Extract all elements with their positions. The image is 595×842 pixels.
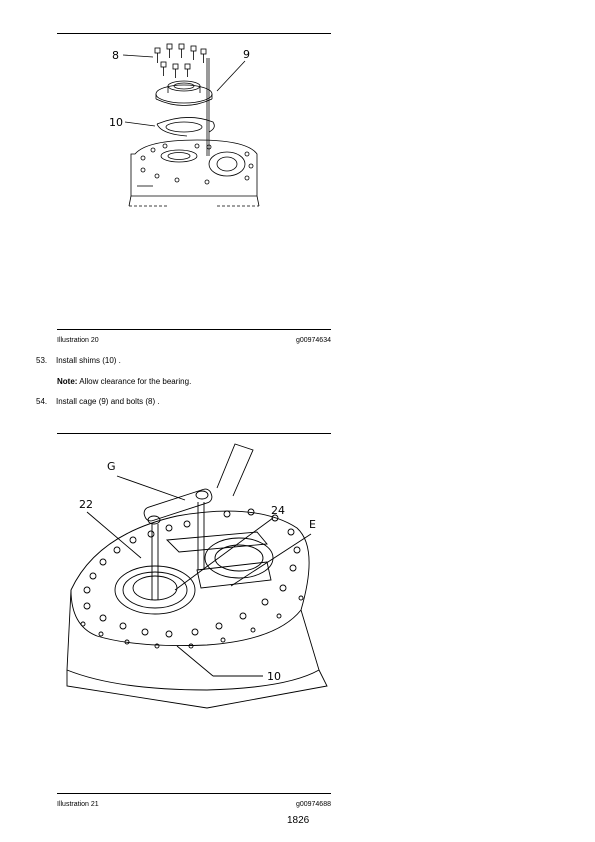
step-53-text: Install shims (10) . (56, 356, 121, 365)
illustration-20-label: Illustration 20 (57, 337, 99, 344)
illustration-21-code: g00974688 (295, 801, 331, 808)
page-number: 1826 (287, 815, 310, 826)
step-54-text: Install cage (9) and bolts (8) . (56, 397, 160, 406)
note (57, 377, 191, 386)
illustration-20-figure (57, 36, 331, 326)
callout-22: 22 (79, 498, 93, 511)
note-text: Allow clearance for the bearing. (77, 377, 192, 386)
illustration-20-rule (57, 329, 331, 330)
bolts-group (155, 44, 206, 78)
lifting-tool (143, 488, 214, 600)
callout-10: 10 (109, 116, 123, 129)
step-54 (36, 397, 160, 406)
cage-part (156, 81, 212, 106)
housing-body (67, 509, 327, 708)
illustration-21-rule (57, 793, 331, 794)
step-53 (36, 356, 121, 365)
note-label: Note: (57, 377, 78, 386)
step-53-number: 53. (36, 356, 48, 365)
callout-9: 9 (243, 48, 250, 61)
callout-g: G (107, 460, 116, 473)
step-54-number: 54. (36, 397, 48, 406)
hoist-strap (217, 444, 253, 496)
illustration-20-code: g00974634 (295, 337, 331, 344)
top-rule (57, 33, 331, 34)
shims-part (157, 117, 214, 136)
illustration-21-figure (57, 440, 331, 785)
callout-e: E (309, 518, 316, 531)
illustration-21-label: Illustration 21 (57, 801, 99, 808)
callout-24: 24 (271, 504, 285, 517)
callout-8: 8 (112, 49, 119, 62)
illustration-21-top-rule (57, 433, 331, 434)
housing-part (129, 140, 259, 206)
callout-10-b: 10 (267, 670, 281, 683)
